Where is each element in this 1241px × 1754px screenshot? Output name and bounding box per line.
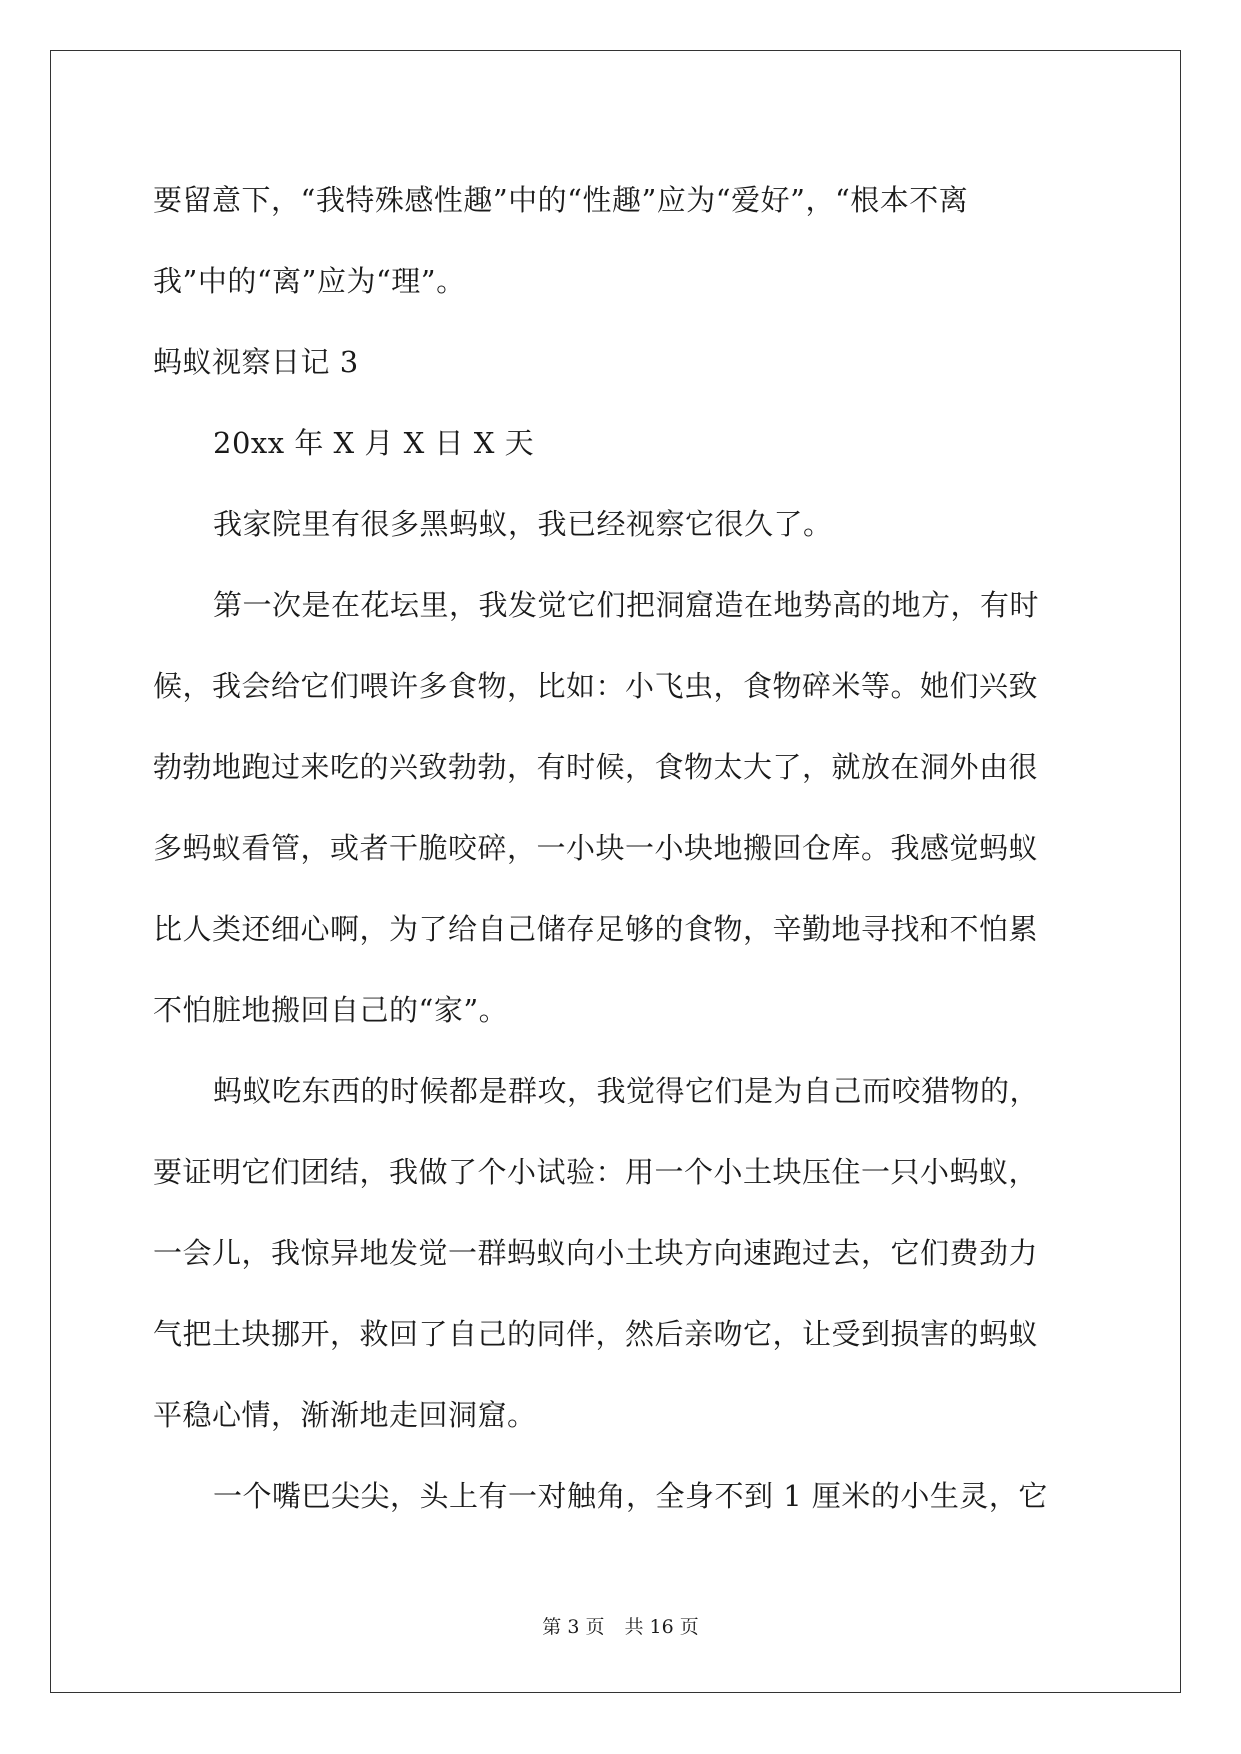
text-line-10: 比人类还细心啊，为了给自己储存足够的食物，辛勤地寻找和不怕累	[153, 912, 1039, 946]
diary-date-line: 20xx 年 X 月 X 日 X 天	[213, 426, 535, 460]
document-body	[153, 160, 1093, 1537]
text-line-7: 候，我会给它们喂许多食物，比如：小飞虫，食物碎米等。她们兴致	[153, 669, 1039, 703]
text-line-12: 蚂蚁吃东西的时候都是群攻，我觉得它们是为自己而咬猎物的，	[213, 1074, 1040, 1108]
text-line-9: 多蚂蚁看管，或者干脆咬碎，一小块一小块地搬回仓库。我感觉蚂蚁	[153, 831, 1039, 865]
text-line-5: 我家院里有很多黑蚂蚁，我已经视察它很久了。	[213, 507, 833, 541]
text-line-1: 要留意下，“我特殊感性趣”中的“性趣”应为“爱好”，“根本不离	[153, 183, 969, 217]
page-footer	[0, 1615, 1241, 1639]
text-line-8: 勃勃地跑过来吃的兴致勃勃，有时候，食物太大了，就放在洞外由很	[153, 750, 1039, 784]
text-line-13: 要证明它们团结，我做了个小试验：用一个小土块压住一只小蚂蚁，	[153, 1155, 1039, 1189]
text-line-16: 平稳心情，渐渐地走回洞窟。	[153, 1398, 537, 1432]
section-heading: 蚂蚁视察日记 3	[153, 345, 359, 379]
text-line-11: 不怕脏地搬回自己的“家”。	[153, 993, 509, 1027]
text-line-15: 气把土块挪开，救回了自己的同伴，然后亲吻它，让受到损害的蚂蚁	[153, 1317, 1039, 1351]
page-number: 第 3 页	[542, 1616, 605, 1638]
text-line-2: 我”中的“离”应为“理”。	[153, 264, 466, 298]
text-line-17: 一个嘴巴尖尖，头上有一对触角，全身不到 1 厘米的小生灵，它	[213, 1479, 1048, 1513]
text-line-14: 一会儿，我惊异地发觉一群蚂蚁向小土块方向速跑过去，它们费劲力	[153, 1236, 1039, 1270]
text-line-6: 第一次是在花坛里，我发觉它们把洞窟造在地势高的地方，有时	[213, 588, 1040, 622]
page-total: 共 16 页	[624, 1616, 699, 1638]
